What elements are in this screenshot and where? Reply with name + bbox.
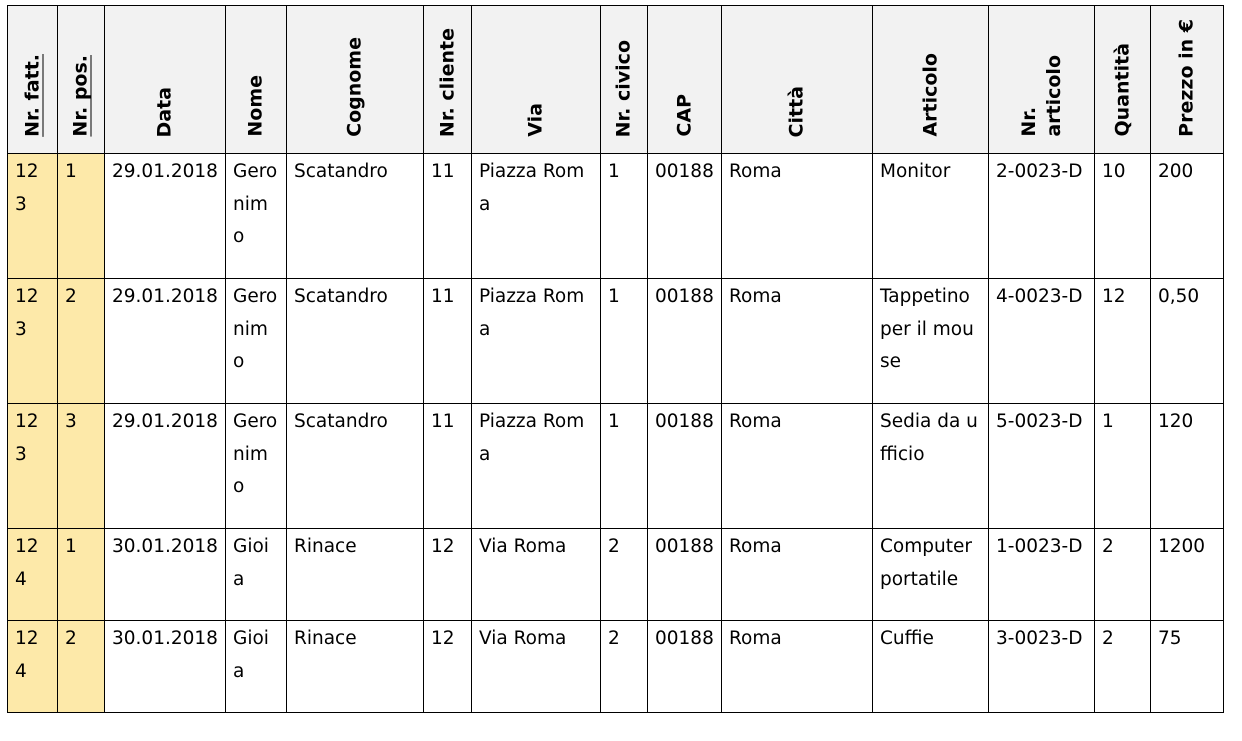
cell-first-name: Geronimo: [226, 404, 287, 529]
cell-street-number: 2: [601, 529, 648, 621]
cell-quantity: 10: [1095, 154, 1151, 279]
header-date: Data: [105, 6, 226, 154]
cell-street-number: 2: [601, 621, 648, 713]
cell-street-number: 1: [601, 279, 648, 404]
cell-article-number: 4-0023-D: [989, 279, 1095, 404]
header-invoice-number: Nr. fatt.: [8, 6, 58, 154]
cell-invoice-number: 123: [8, 279, 58, 404]
cell-article-number: 2-0023-D: [989, 154, 1095, 279]
cell-article-number: 1-0023-D: [989, 529, 1095, 621]
cell-city: Roma: [722, 279, 873, 404]
cell-customer-number: 12: [424, 621, 472, 713]
header-first-name: Nome: [226, 6, 287, 154]
cell-first-name: Geronimo: [226, 279, 287, 404]
cell-quantity: 2: [1095, 621, 1151, 713]
cell-article: Computer portatile: [873, 529, 989, 621]
header-price: Prezzo in €: [1151, 6, 1224, 154]
cell-article: Sedia da ufficio: [873, 404, 989, 529]
cell-customer-number: 11: [424, 279, 472, 404]
cell-city: Roma: [722, 621, 873, 713]
cell-postal-code: 00188: [648, 529, 722, 621]
cell-invoice-number: 124: [8, 529, 58, 621]
cell-invoice-number: 123: [8, 154, 58, 279]
cell-article: Monitor: [873, 154, 989, 279]
header-article: Articolo: [873, 6, 989, 154]
cell-date: 29.01.2018: [105, 404, 226, 529]
cell-date: 30.01.2018: [105, 621, 226, 713]
cell-customer-number: 11: [424, 154, 472, 279]
cell-price: 75: [1151, 621, 1224, 713]
header-article-number-line1: Nr.: [1017, 107, 1040, 137]
cell-customer-number: 12: [424, 529, 472, 621]
cell-postal-code: 00188: [648, 404, 722, 529]
header-last-name: Cognome: [287, 6, 424, 154]
cell-article-number: 3-0023-D: [989, 621, 1095, 713]
cell-price: 1200: [1151, 529, 1224, 621]
cell-position-number: 3: [58, 404, 105, 529]
cell-street: Via Roma: [472, 621, 601, 713]
table-row: [8, 154, 1224, 279]
cell-price: 0,50: [1151, 279, 1224, 404]
cell-article: Cuffie: [873, 621, 989, 713]
cell-position-number: 1: [58, 529, 105, 621]
cell-street: Piazza Roma: [472, 154, 601, 279]
cell-article-number: 5-0023-D: [989, 404, 1095, 529]
cell-city: Roma: [722, 404, 873, 529]
header-customer-number: Nr. cliente: [424, 6, 472, 154]
cell-street-number: 1: [601, 154, 648, 279]
cell-article: Tappetino per il mouse: [873, 279, 989, 404]
cell-last-name: Scatandro: [287, 279, 424, 404]
table-row: [8, 279, 1224, 404]
cell-position-number: 2: [58, 621, 105, 713]
cell-position-number: 2: [58, 279, 105, 404]
cell-street-number: 1: [601, 404, 648, 529]
cell-first-name: Gioia: [226, 529, 287, 621]
cell-date: 30.01.2018: [105, 529, 226, 621]
header-article-number-line2: articolo: [1042, 55, 1065, 137]
header-quantity: Quantità: [1095, 6, 1151, 154]
header-article-number: [989, 6, 1095, 154]
cell-price: 200: [1151, 154, 1224, 279]
table-row: [8, 621, 1224, 713]
cell-position-number: 1: [58, 154, 105, 279]
cell-customer-number: 11: [424, 404, 472, 529]
cell-last-name: Rinace: [287, 529, 424, 621]
cell-street: Piazza Roma: [472, 279, 601, 404]
header-city: Città: [722, 6, 873, 154]
cell-quantity: 1: [1095, 404, 1151, 529]
cell-price: 120: [1151, 404, 1224, 529]
cell-first-name: Gioia: [226, 621, 287, 713]
invoice-table: [7, 5, 1224, 713]
cell-postal-code: 00188: [648, 154, 722, 279]
cell-postal-code: 00188: [648, 279, 722, 404]
cell-quantity: 2: [1095, 529, 1151, 621]
header-position-number: Nr. pos.: [58, 6, 105, 154]
cell-last-name: Rinace: [287, 621, 424, 713]
header-postal-code: CAP: [648, 6, 722, 154]
cell-postal-code: 00188: [648, 621, 722, 713]
cell-first-name: Geronimo: [226, 154, 287, 279]
cell-quantity: 12: [1095, 279, 1151, 404]
cell-invoice-number: 123: [8, 404, 58, 529]
cell-city: Roma: [722, 529, 873, 621]
header-street: Via: [472, 6, 601, 154]
header-street-number: Nr. civico: [601, 6, 648, 154]
cell-last-name: Scatandro: [287, 404, 424, 529]
table-row: [8, 529, 1224, 621]
cell-street: Piazza Roma: [472, 404, 601, 529]
cell-street: Via Roma: [472, 529, 601, 621]
cell-invoice-number: 124: [8, 621, 58, 713]
cell-last-name: Scatandro: [287, 154, 424, 279]
cell-city: Roma: [722, 154, 873, 279]
table-row: [8, 404, 1224, 529]
cell-date: 29.01.2018: [105, 154, 226, 279]
header-row: [8, 6, 1224, 154]
cell-date: 29.01.2018: [105, 279, 226, 404]
